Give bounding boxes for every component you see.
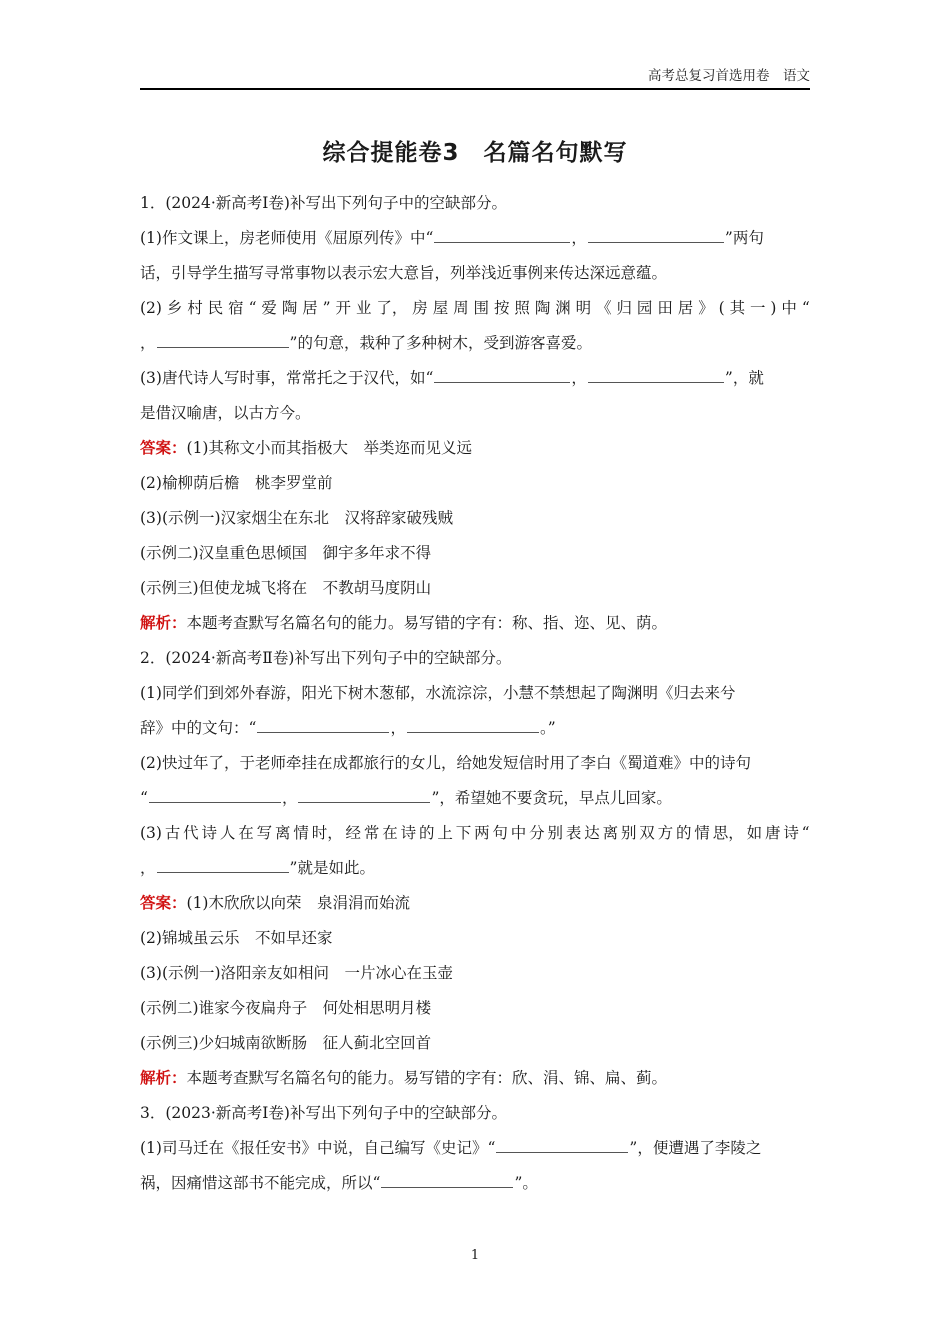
text-char: 陶 xyxy=(534,299,551,317)
q2-answer-1: 答案：(1)木欣欣以向荣 泉涓涓而始流 xyxy=(140,894,410,912)
text-char: 居 xyxy=(302,299,318,317)
q1-part3-line1: (3)唐代诗人写时事，常常托之于汉代，如“ ， ”，就 xyxy=(140,369,764,387)
answer-blank[interactable] xyxy=(157,333,289,348)
text-char: 明 xyxy=(575,299,592,317)
text-char: 村 xyxy=(187,299,203,317)
text-char: 围 xyxy=(473,299,490,317)
text-char: (3) xyxy=(140,824,162,842)
text-char: 的 xyxy=(676,824,692,842)
text-char: 中 xyxy=(510,824,527,842)
text-char: 的 xyxy=(418,824,435,842)
text-char: 按 xyxy=(493,299,510,317)
q1-answer-5: (示例三)但使龙城飞将在 不教胡马度阴山 xyxy=(140,579,432,597)
text-char: 经 xyxy=(345,824,362,842)
page-title: 综合提能卷3 名篇名句默写 xyxy=(322,140,628,166)
text-char: 常 xyxy=(363,824,380,842)
text-char: 田 xyxy=(657,299,673,317)
q1-part2-line1 xyxy=(140,291,810,326)
answer-blank[interactable] xyxy=(496,1138,628,1153)
text-char: “ xyxy=(248,299,257,317)
text-char: 情 xyxy=(694,824,710,842)
q2-part3-line2: ， ”就是如此。 xyxy=(140,859,375,877)
answer-blank[interactable] xyxy=(407,718,539,733)
analysis-label: 解析： xyxy=(140,614,187,632)
text-char: 诗 xyxy=(400,824,417,842)
q1-stem: 1．(2024·新高考Ⅰ卷)补写出下列句子中的空缺部分。 xyxy=(140,194,507,212)
text-char: 句 xyxy=(492,824,508,842)
page-header xyxy=(140,66,810,90)
answer-blank[interactable] xyxy=(434,228,570,243)
answer-blank[interactable] xyxy=(149,788,281,803)
q2-part1-line2: 辞》中的文句：“ ， 。” xyxy=(140,719,556,737)
q1-answer-3: (3)(示例一)汉家烟尘在东北 汉将辞家破残贼 xyxy=(140,509,454,527)
text-char: 人 xyxy=(219,824,236,842)
text-char: 陶 xyxy=(281,299,298,317)
answer-blank[interactable] xyxy=(298,788,430,803)
text-char: ” xyxy=(322,299,331,317)
q3-part1-line2: 祸，因痛惜这部书不能完成，所以“ ”。 xyxy=(140,1174,538,1192)
q1-part1-line1: (1)作文课上，房老师使用《屈原列传》中“ ， ”两句 xyxy=(140,229,764,247)
text-char: 离 xyxy=(274,824,291,842)
text-char: 居 xyxy=(677,299,694,317)
text-char: 两 xyxy=(474,824,490,842)
text-char: 归 xyxy=(616,299,633,317)
text-char: 别 xyxy=(547,824,564,842)
answer-blank[interactable] xyxy=(257,718,389,733)
q1-answer-4: (示例二)汉皇重色思倾国 御宇多年求不得 xyxy=(140,544,432,562)
text-char: 宿 xyxy=(228,299,244,317)
q1-part2-line2: ， ”的句意，栽种了多种树木，受到游客喜爱。 xyxy=(140,334,592,352)
q2-answer-2: (2)锦城虽云乐 不如早还家 xyxy=(140,929,333,947)
text-char: 达 xyxy=(584,824,600,842)
text-char: 上 xyxy=(437,824,453,842)
text-char: 屋 xyxy=(432,299,449,317)
analysis-label: 解析： xyxy=(140,1069,187,1087)
text-char: 民 xyxy=(207,299,224,317)
text-char: 代 xyxy=(183,824,199,842)
q2-answer-4: (示例二)谁家今夜扁舟子 何处相思明月楼 xyxy=(140,999,432,1017)
document-body xyxy=(140,186,810,1201)
q2-part2-line2: “ ， ”，希望她不要贪玩，早点儿回家。 xyxy=(140,789,672,807)
text-char: ( xyxy=(718,299,725,317)
q2-answer-5: (示例三)少妇城南欲断肠 征人蓟北空回首 xyxy=(140,1034,432,1052)
text-char: 一 xyxy=(750,299,766,317)
text-char: (2) xyxy=(140,299,162,317)
answer-blank[interactable] xyxy=(434,368,570,383)
text-char: 开 xyxy=(335,299,352,317)
text-char: 周 xyxy=(453,299,469,317)
text-char: ) xyxy=(770,299,777,317)
answer-blank[interactable] xyxy=(157,858,289,873)
text-char: 爱 xyxy=(261,299,277,317)
q2-analysis: 解析：本题考查默写名篇名句的能力。易写错的字有：欣、涓、锦、扁、蓟。 xyxy=(140,1069,668,1087)
page-number: 1 xyxy=(470,1248,480,1263)
text-char: 唐 xyxy=(764,824,781,842)
q3-stem: 3．(2023·新高考Ⅰ卷)补写出下列句子中的空缺部分。 xyxy=(140,1104,507,1122)
text-char: “ xyxy=(801,824,810,842)
q1-analysis: 解析：本题考查默写名篇名句的能力。易写错的字有：称、指、迩、见、荫。 xyxy=(140,614,668,632)
q2-part1-line1: (1)同学们到郊外春游，阳光下树木葱郁，水流淙淙，小慧不禁想起了陶渊明《归去来兮 xyxy=(140,684,736,702)
answer-blank[interactable] xyxy=(588,368,724,383)
text-char: 业 xyxy=(355,299,372,317)
text-char: 分 xyxy=(529,824,545,842)
text-char: 在 xyxy=(382,824,398,842)
q3-part1-line1: (1)司马迁在《报任安书》中说，自己编写《史记》“ ”，便遭遇了李陵之 xyxy=(140,1139,762,1157)
q2-answer-3: (3)(示例一)洛阳亲友如相问 一片冰心在玉壶 xyxy=(140,964,454,982)
text-char: 》 xyxy=(698,299,714,317)
text-char: 房 xyxy=(412,299,428,317)
q1-part3-line2: 是借汉喻唐，以古方今。 xyxy=(140,404,311,422)
text-char: 离 xyxy=(602,824,619,842)
answer-label: 答案： xyxy=(140,439,187,457)
answer-label: 答案： xyxy=(140,894,187,912)
text-char: 古 xyxy=(164,824,181,842)
text-char: 方 xyxy=(657,824,674,842)
text-char: 下 xyxy=(455,824,472,842)
q2-part2-line1: (2)快过年了，于老师牵挂在成都旅行的女儿，给她发短信时用了李白《蜀道难》中的诗句 xyxy=(140,754,751,772)
q2-part3-line1 xyxy=(140,816,810,851)
text-char: 别 xyxy=(620,824,637,842)
text-char: 中 xyxy=(781,299,797,317)
header-text: 高考总复习首选用卷 语文 xyxy=(648,68,810,84)
text-char: 在 xyxy=(238,824,254,842)
text-char: 时， xyxy=(311,824,343,842)
text-char: 写 xyxy=(256,824,273,842)
text-char: 表 xyxy=(565,824,582,842)
text-char: “ xyxy=(801,299,810,317)
text-char: 如 xyxy=(746,824,763,842)
q2-stem: 2．(2024·新高考Ⅱ卷)补写出下列句子中的空缺部分。 xyxy=(140,649,512,667)
text-char: 照 xyxy=(514,299,530,317)
answer-blank[interactable] xyxy=(588,228,724,243)
text-char: 双 xyxy=(639,824,655,842)
text-char: 了， xyxy=(376,299,408,317)
text-char: 诗 xyxy=(783,824,799,842)
q1-part1-line2: 话，引导学生描写寻常事物以表示宏大意旨，列举浅近事例来传达深远意蕴。 xyxy=(140,264,668,282)
q1-answer-2: (2)榆柳荫后檐 桃李罗堂前 xyxy=(140,474,333,492)
q1-answer-1: 答案：(1)其称文小而其指极大 举类迩而见义远 xyxy=(140,439,472,457)
text-char: 《 xyxy=(596,299,612,317)
text-char: 园 xyxy=(636,299,653,317)
text-char: 思， xyxy=(712,824,744,842)
text-char: 诗 xyxy=(201,824,218,842)
text-char: 渊 xyxy=(555,299,571,317)
text-char: 其 xyxy=(729,299,746,317)
text-char: 乡 xyxy=(166,299,183,317)
answer-blank[interactable] xyxy=(381,1173,513,1188)
text-char: 情 xyxy=(293,824,309,842)
